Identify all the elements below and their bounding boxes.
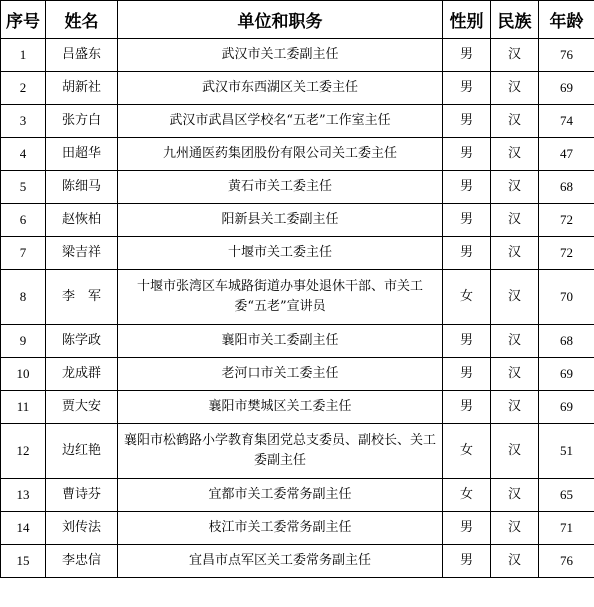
- cell-seq: 15: [1, 545, 46, 578]
- cell-name: 吕盛东: [46, 39, 118, 72]
- cell-name: 龙成群: [46, 358, 118, 391]
- cell-name: 刘传法: [46, 512, 118, 545]
- cell-seq: 14: [1, 512, 46, 545]
- header-position: 单位和职务: [118, 1, 443, 39]
- cell-name: 赵恢柏: [46, 204, 118, 237]
- header-row: [1, 1, 594, 39]
- cell-seq: 10: [1, 358, 46, 391]
- cell-ethnicity: 汉: [491, 512, 539, 545]
- table-row: [1, 545, 594, 578]
- table-row: [1, 138, 594, 171]
- cell-seq: 2: [1, 72, 46, 105]
- cell-ethnicity: 汉: [491, 105, 539, 138]
- header-age: 年龄: [539, 1, 594, 39]
- cell-age: 69: [539, 72, 594, 105]
- header-ethnicity: 民族: [491, 1, 539, 39]
- cell-position: 襄阳市樊城区关工委主任: [118, 391, 443, 424]
- cell-name: 陈细马: [46, 171, 118, 204]
- cell-seq: 9: [1, 325, 46, 358]
- table-row: [1, 391, 594, 424]
- cell-position: 十堰市张湾区车城路街道办事处退休干部、市关工委“五老”宣讲员: [118, 270, 443, 325]
- cell-gender: 女: [443, 270, 491, 325]
- cell-gender: 女: [443, 479, 491, 512]
- cell-ethnicity: 汉: [491, 39, 539, 72]
- cell-age: 72: [539, 237, 594, 270]
- cell-gender: 男: [443, 72, 491, 105]
- cell-age: 71: [539, 512, 594, 545]
- cell-position: 宜都市关工委常务副主任: [118, 479, 443, 512]
- cell-ethnicity: 汉: [491, 204, 539, 237]
- cell-position: 阳新县关工委副主任: [118, 204, 443, 237]
- cell-seq: 4: [1, 138, 46, 171]
- cell-position: 十堰市关工委主任: [118, 237, 443, 270]
- cell-name: 贾大安: [46, 391, 118, 424]
- cell-name: 田超华: [46, 138, 118, 171]
- cell-gender: 男: [443, 39, 491, 72]
- cell-ethnicity: 汉: [491, 391, 539, 424]
- cell-position: 黄石市关工委主任: [118, 171, 443, 204]
- cell-seq: 7: [1, 237, 46, 270]
- cell-gender: 男: [443, 237, 491, 270]
- cell-gender: 男: [443, 545, 491, 578]
- cell-gender: 男: [443, 391, 491, 424]
- cell-age: 65: [539, 479, 594, 512]
- cell-gender: 女: [443, 424, 491, 479]
- cell-name: 胡新社: [46, 72, 118, 105]
- cell-age: 69: [539, 358, 594, 391]
- cell-ethnicity: 汉: [491, 325, 539, 358]
- cell-position: 武汉市关工委副主任: [118, 39, 443, 72]
- cell-ethnicity: 汉: [491, 72, 539, 105]
- cell-seq: 13: [1, 479, 46, 512]
- table-row: [1, 479, 594, 512]
- cell-age: 68: [539, 325, 594, 358]
- cell-age: 74: [539, 105, 594, 138]
- cell-ethnicity: 汉: [491, 270, 539, 325]
- cell-position: 九州通医药集团股份有限公司关工委主任: [118, 138, 443, 171]
- cell-position: 宜昌市点军区关工委常务副主任: [118, 545, 443, 578]
- cell-name: 陈学政: [46, 325, 118, 358]
- cell-age: 47: [539, 138, 594, 171]
- cell-position: 襄阳市关工委副主任: [118, 325, 443, 358]
- cell-ethnicity: 汉: [491, 424, 539, 479]
- cell-name: 李 军: [46, 270, 118, 325]
- table-row: [1, 171, 594, 204]
- cell-name: 张方白: [46, 105, 118, 138]
- cell-seq: 8: [1, 270, 46, 325]
- cell-name: 边红艳: [46, 424, 118, 479]
- cell-ethnicity: 汉: [491, 358, 539, 391]
- cell-gender: 男: [443, 325, 491, 358]
- table-row: [1, 512, 594, 545]
- cell-seq: 11: [1, 391, 46, 424]
- cell-ethnicity: 汉: [491, 545, 539, 578]
- cell-ethnicity: 汉: [491, 171, 539, 204]
- header-seq: 序号: [1, 1, 46, 39]
- cell-gender: 男: [443, 171, 491, 204]
- cell-ethnicity: 汉: [491, 237, 539, 270]
- table-row: [1, 204, 594, 237]
- cell-seq: 5: [1, 171, 46, 204]
- table-row: [1, 358, 594, 391]
- cell-seq: 3: [1, 105, 46, 138]
- cell-ethnicity: 汉: [491, 479, 539, 512]
- cell-seq: 6: [1, 204, 46, 237]
- cell-age: 76: [539, 545, 594, 578]
- cell-seq: 12: [1, 424, 46, 479]
- cell-position: 襄阳市松鹤路小学教育集团党总支委员、副校长、关工委副主任: [118, 424, 443, 479]
- table-row: [1, 39, 594, 72]
- cell-age: 76: [539, 39, 594, 72]
- cell-ethnicity: 汉: [491, 138, 539, 171]
- table-row: [1, 270, 594, 325]
- cell-name: 曹诗芬: [46, 479, 118, 512]
- cell-position: 老河口市关工委主任: [118, 358, 443, 391]
- table-row: [1, 325, 594, 358]
- cell-seq: 1: [1, 39, 46, 72]
- cell-age: 68: [539, 171, 594, 204]
- cell-age: 51: [539, 424, 594, 479]
- cell-age: 72: [539, 204, 594, 237]
- header-name: 姓名: [46, 1, 118, 39]
- cell-age: 70: [539, 270, 594, 325]
- table-row: [1, 105, 594, 138]
- cell-position: 武汉市武昌区学校名“五老”工作室主任: [118, 105, 443, 138]
- table-row: [1, 237, 594, 270]
- cell-name: 梁吉祥: [46, 237, 118, 270]
- cell-position: 枝江市关工委常务副主任: [118, 512, 443, 545]
- cell-gender: 男: [443, 358, 491, 391]
- cell-age: 69: [539, 391, 594, 424]
- cell-gender: 男: [443, 105, 491, 138]
- table-row: [1, 72, 594, 105]
- header-gender: 性别: [443, 1, 491, 39]
- cell-gender: 男: [443, 512, 491, 545]
- cell-position: 武汉市东西湖区关工委主任: [118, 72, 443, 105]
- cell-gender: 男: [443, 204, 491, 237]
- cell-gender: 男: [443, 138, 491, 171]
- cell-name: 李忠信: [46, 545, 118, 578]
- table-row: [1, 424, 594, 479]
